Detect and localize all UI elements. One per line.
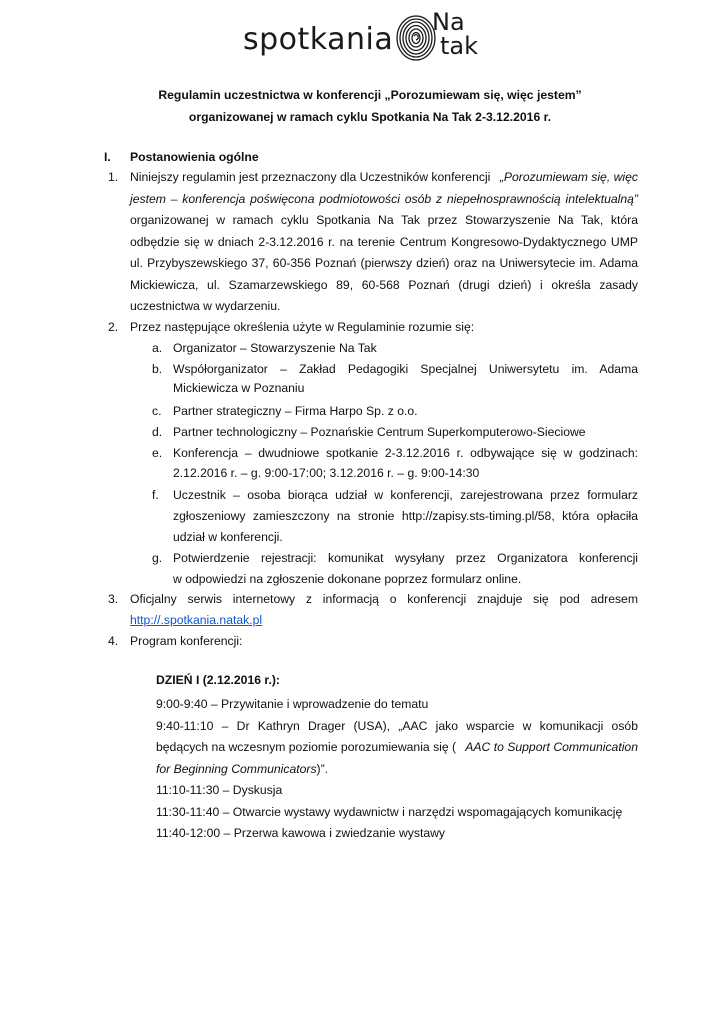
item4-text: Program konferencji: — [130, 634, 243, 648]
subitem-e-line1: Konferencja – dwudniowe spotkanie 2-3.12.2016 r. odbywające się w godzinach: — [173, 446, 638, 460]
item1-line7: uczestnictwa w wydarzeniu. — [130, 299, 281, 313]
item3-number: 3. — [108, 592, 119, 606]
subitem-f-letter: f. — [152, 488, 159, 502]
item1-line5: ul. Przybyszewskiego 37, 60-356 Poznań (pierwszy dzień) oraz na Uniwersytecie im. Adama — [130, 256, 638, 270]
day1-row2-line3-text: )”. — [316, 762, 329, 776]
logo-word: spotkania — [243, 22, 394, 57]
item1-line1-italic: „Porozumiewam się, więc — [499, 170, 638, 184]
logo-tak: tak — [440, 32, 479, 60]
subitem-a-letter: a. — [152, 341, 163, 355]
day1-row2-line1: 9:40-11:10 – Dr Kathryn Drager (USA), „AAC jako wsparcie w komunikacji osób — [156, 719, 638, 733]
item1-line1 — [130, 170, 638, 184]
document-title-line2: organizowanej w ramach cyklu Spotkania Na Tak 2-3.12.2016 r. — [188, 110, 552, 124]
item1-line6: Mickiewicza, ul. Szamarzewskiego 89, 60-568 Poznań (drugi dzień) i określa zasady — [130, 278, 638, 292]
item4-number: 4. — [108, 634, 119, 648]
item1-line1-text: Niniejszy regulamin jest przeznaczony dla Uczestników konferencji — [130, 170, 494, 184]
item1-line3: organizowanej w ramach cyklu Spotkania Na Tak przez Stowarzyszenie Na Tak, która — [130, 213, 638, 227]
day1-row3: 11:10-11:30 – Dyskusja — [156, 783, 283, 797]
day1-row5: 11:40-12:00 – Przerwa kawowa i zwiedzanie wystawy — [156, 826, 446, 840]
subitem-g-line1: Potwierdzenie rejestracji: komunikat wysyłany przez Organizatora konferencji — [173, 551, 638, 565]
day1-row2-line2 — [156, 740, 638, 754]
subitem-e-letter: e. — [152, 446, 163, 460]
day1-row2-line2-text: będących na wczesnym poziomie porozumiewania się ( — [156, 740, 457, 754]
subitem-a-text: Organizator – Stowarzyszenie Na Tak — [173, 341, 377, 355]
subitem-d-text: Partner technologiczny – Poznańskie Centrum Superkomputerowo-Sieciowe — [173, 425, 586, 439]
subitem-b-line2: Mickiewicza w Poznaniu — [173, 381, 305, 395]
day1-row2-line2-italic: AAC to Support Communication — [465, 740, 638, 754]
subitem-c-letter: c. — [152, 404, 162, 418]
logo — [0, 6, 724, 62]
section-number: I. — [104, 150, 111, 164]
item1-number: 1. — [108, 170, 119, 184]
subitem-d-letter: d. — [152, 425, 163, 439]
subitem-f-line3: udział w konferencji. — [173, 530, 283, 544]
day1-row4: 11:30-11:40 – Otwarcie wystawy wydawnictw i narzędzi wspomagających komunikację — [156, 805, 623, 819]
subitem-b-letter: b. — [152, 362, 163, 376]
item2-number: 2. — [108, 320, 119, 334]
subitem-f-line1: Uczestnik – osoba biorąca udział w konferencji, zarejestrowana przez formularz — [173, 488, 638, 502]
item1-line4: odbędzie się w dniach 2-3.12.2016 r. na terenie Centrum Kongresowo-Dydaktycznego UMP — [130, 235, 638, 249]
day1-row1: 9:00-9:40 – Przywitanie i wprowadzenie do tematu — [156, 697, 429, 711]
day1-row2-line3 — [156, 762, 328, 776]
item3-line1: Oficjalny serwis internetowy z informacją o konferencji znajduje się pod adresem — [130, 592, 638, 606]
document-title-line1: Regulamin uczestnictwa w konferencji „Porozumiewam się, więc jestem” — [158, 88, 582, 102]
day1-heading: DZIEŃ I (2.12.2016 r.): — [156, 673, 280, 687]
subitem-g-line2: w odpowiedzi na zgłoszenie dokonane poprzez formularz online. — [173, 572, 522, 586]
subitem-b-line1: Współorganizator – Zakład Pedagogiki Specjalnej Uniwersytetu im. Adama — [173, 362, 638, 376]
subitem-f-line2: zgłoszeniowy zamieszczony na stronie http://zapisy.sts-timing.pl/58, która opłaciła — [173, 509, 638, 523]
subitem-c-text: Partner strategiczny – Firma Harpo Sp. z o.o. — [173, 404, 418, 418]
subitem-e-line2: 2.12.2016 r. – g. 9:00-17:00; 3.12.2016 r. – g. 9:00-14:30 — [173, 466, 480, 480]
website-link[interactable]: http://.spotkania.natak.pl — [130, 613, 263, 627]
logo-na: Na — [432, 8, 465, 36]
subitem-g-letter: g. — [152, 551, 163, 565]
day1-row2-line3-italic: for Beginning Communicators — [156, 762, 317, 776]
item1-line2: jestem – konferencja poświęcona podmiotowości osób z niepełnosprawnością intelektualną” — [130, 192, 638, 206]
section-heading: Postanowienia ogólne — [130, 150, 259, 164]
item2-intro: Przez następujące określenia użyte w Regulaminie rozumie się: — [130, 320, 475, 334]
